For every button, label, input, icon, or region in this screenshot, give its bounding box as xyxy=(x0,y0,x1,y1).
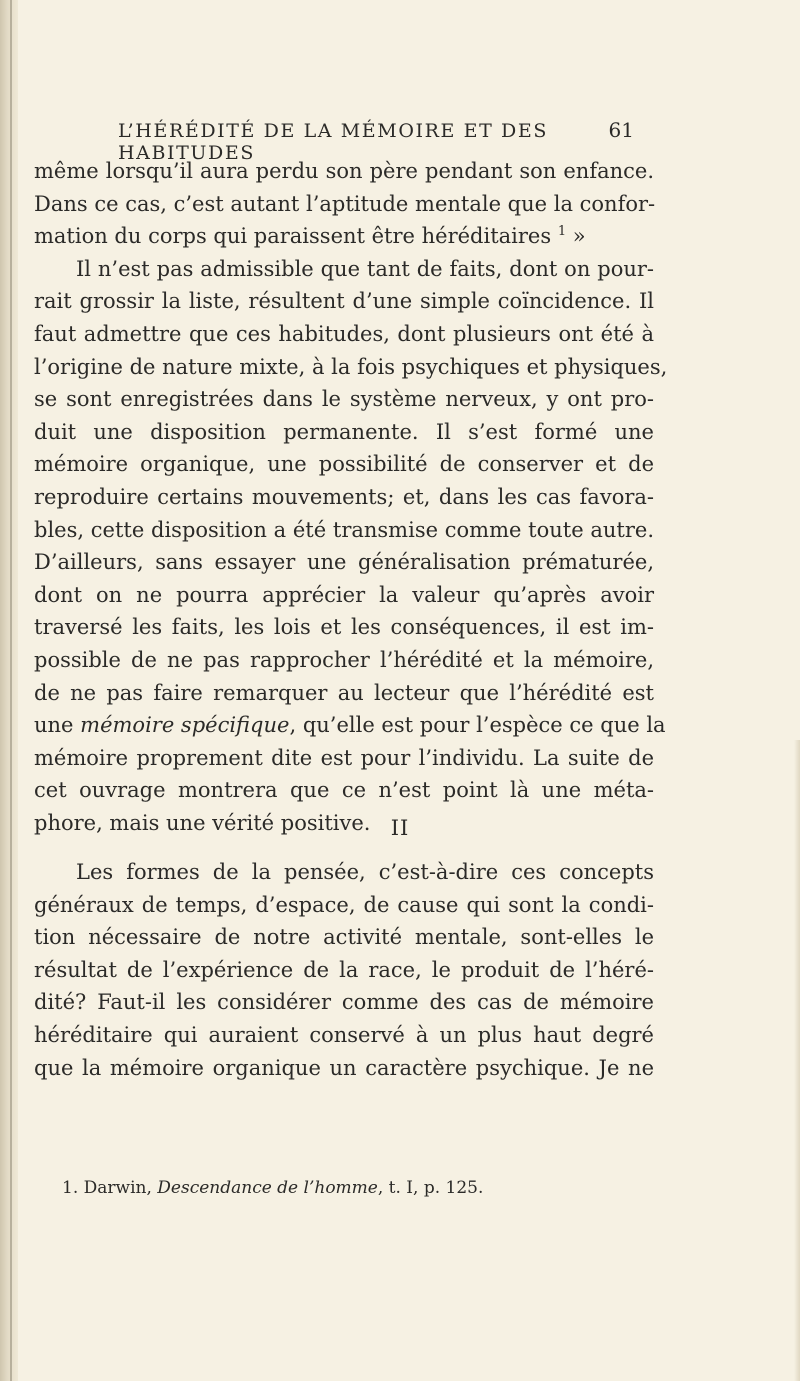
running-header xyxy=(118,118,634,164)
page-number: 61 xyxy=(608,118,634,142)
text-line xyxy=(34,220,654,253)
section-heading: II xyxy=(390,816,410,840)
footnote-number: 1. xyxy=(62,1178,79,1198)
text-line: l’origine de nature mixte, à la fois psychiques et physiques, xyxy=(34,354,668,379)
text-line: faut admettre que ces habitudes, dont plusieurs ont été à xyxy=(34,321,654,346)
text-line: Il n’est pas admissible que tant de faits, dont on pour- xyxy=(76,256,654,281)
text-line: possible de ne pas rapprocher l’hérédité et la mémoire, xyxy=(34,647,654,672)
footnote-author: Darwin, xyxy=(83,1178,152,1198)
text-line: traversé les faits, les lois et les conséquences, il est im- xyxy=(34,615,654,640)
paragraph-1 xyxy=(34,155,668,839)
text-line: reproduire certains mouvements; et, dans les cas favora- xyxy=(34,484,654,509)
page-binding-line xyxy=(10,0,12,1381)
footnote-reference: 1 xyxy=(557,224,567,240)
text-line: héréditaire qui auraient conservé à un plus haut degré xyxy=(34,1022,654,1047)
text-span: une xyxy=(34,713,74,738)
text-line: mémoire organique, une possibilité de conserver et de xyxy=(34,452,654,477)
text-span: , qu’elle est pour l’espèce ce que la xyxy=(289,713,666,738)
text-line: même lorsqu’il aura perdu son père pendant son enfance. xyxy=(34,159,654,183)
closing-quote: » xyxy=(566,224,586,249)
italic-emphasis: mémoire spécifique xyxy=(80,713,290,738)
text-line: mémoire proprement dite est pour l’individu. La suite de xyxy=(34,745,654,770)
running-title: L’HÉRÉDITÉ DE LA MÉMOIRE ET DES HABITUDES xyxy=(118,120,548,164)
text-line: Les formes de la pensée, c’est-à-dire ces concepts xyxy=(76,860,654,884)
text-line: se sont enregistrées dans le système nerveux, y ont pro- xyxy=(34,387,654,412)
text-line xyxy=(34,709,666,742)
page-gutter-shadow xyxy=(0,0,18,1381)
paragraph-2 xyxy=(34,856,654,1084)
footnote-title: Descendance de l’homme xyxy=(157,1178,378,1198)
text-line: duit une disposition permanente. Il s’est formé une xyxy=(34,419,654,444)
text-span: mation du corps qui paraissent être héréditaires xyxy=(34,224,552,249)
footnote xyxy=(62,1178,483,1198)
text-line: bles, cette disposition a été transmise comme toute autre. xyxy=(34,517,654,542)
text-line: phore, mais une vérité positive. xyxy=(34,810,371,835)
text-line: rait grossir la liste, résultent d’une simple coïncidence. Il xyxy=(34,289,654,314)
text-line: dont on ne pourra apprécier la valeur qu’après avoir xyxy=(34,582,654,607)
footnote-reference-detail: , t. I, p. 125. xyxy=(377,1178,484,1198)
text-line: que la mémoire organique un caractère psychique. Je ne xyxy=(34,1055,654,1080)
text-line: cet ouvrage montrera que ce n’est point là une méta- xyxy=(34,778,654,803)
text-line: Dans ce cas, c’est autant l’aptitude mentale que la confor- xyxy=(34,191,656,216)
text-line: dité? Faut-il les considérer comme des cas de mémoire xyxy=(34,990,654,1015)
text-line: de ne pas faire remarquer au lecteur que l’hérédité est xyxy=(34,680,654,705)
text-line: D’ailleurs, sans essayer une généralisation prématurée, xyxy=(34,550,654,575)
text-line: résultat de l’expérience de la race, le produit de l’héré- xyxy=(34,957,654,982)
text-line: tion nécessaire de notre activité mentale, sont-elles le xyxy=(34,925,654,950)
text-line: généraux de temps, d’espace, de cause qui sont la condi- xyxy=(34,892,654,917)
